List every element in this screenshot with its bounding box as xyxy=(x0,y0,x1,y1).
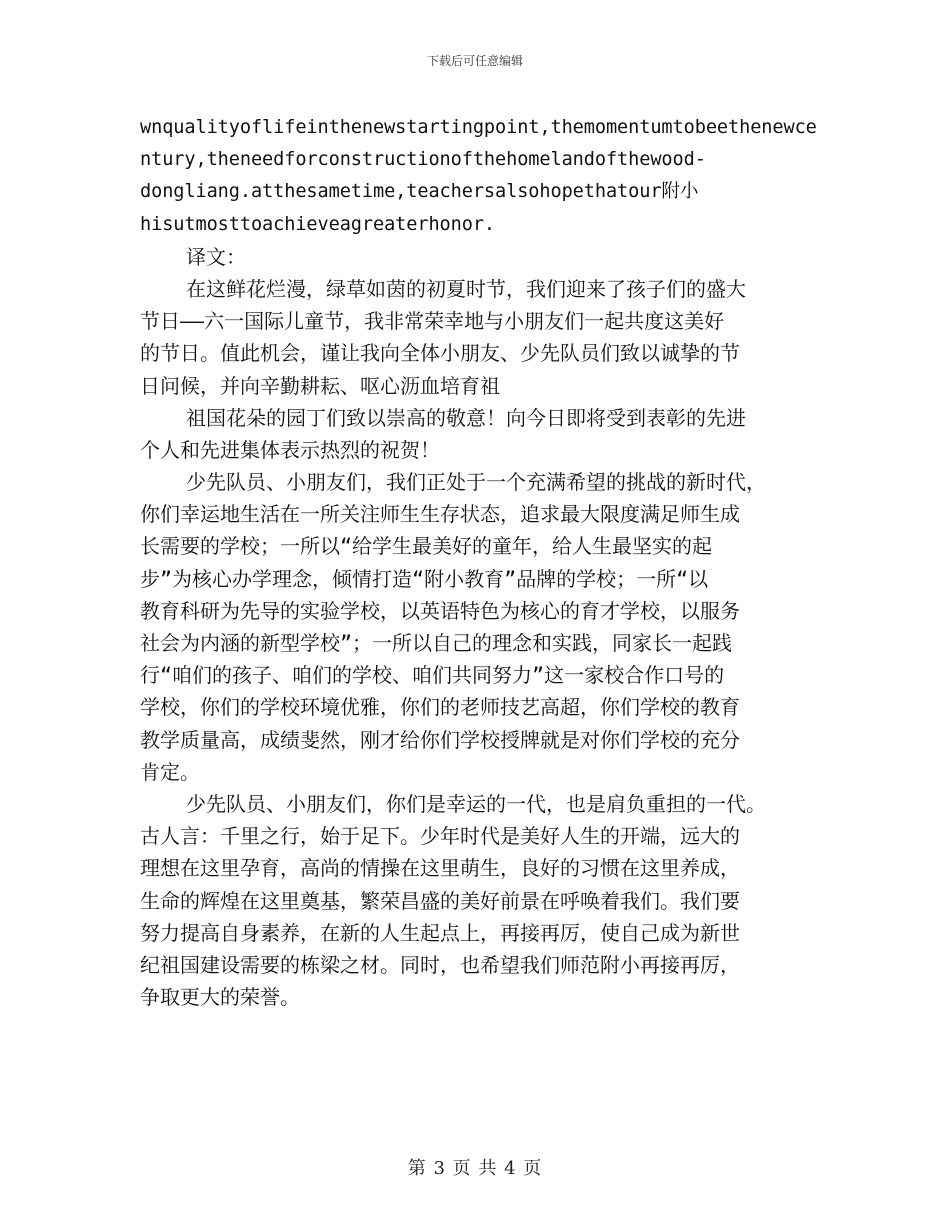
text-line: 译文： xyxy=(186,244,246,269)
text-line: 社会为内涵的新型学校”；一所以自己的理念和实践，同家长一起践 xyxy=(140,631,733,655)
text-line: 纪祖国建设需要的栋梁之材。同时，也希望我们师范附小再接再厉， xyxy=(140,952,740,977)
text-line: 祖国花朵的园丁们致以崇高的敬意！向今日即将受到表彰的先进 xyxy=(186,405,746,430)
text-line: ntury,theneedforconstructionofthehomelandofthewood- xyxy=(140,149,706,171)
page-header: 下载后可任意编辑 xyxy=(426,54,523,68)
text-line: dongliang.atthesametime,teachersalsohopethatour附小 xyxy=(140,181,699,203)
text-line: 少先队员、小朋友们，我们正处于一个充满希望的挑战的新时代， xyxy=(186,470,766,495)
text-line: 生命的辉煌在这里奠基，繁荣昌盛的美好前景在呼唤着我们。我们要 xyxy=(140,888,740,913)
text-line: 的节日。值此机会，谨让我向全体小朋友、少先队员们致以诚挚的节 xyxy=(140,341,740,366)
text-line: 少先队员、小朋友们，你们是幸运的一代，也是肩负重担的一代。 xyxy=(186,791,766,816)
text-line: 肯定。 xyxy=(140,759,200,784)
text-line: 长需要的学校；一所以“给学生最美好的童年，给人生最坚实的起 xyxy=(140,534,713,559)
text-line: 行“咱们的孩子、咱们的学校、咱们共同努力”这一家校合作口号的 xyxy=(140,663,725,688)
document-body xyxy=(140,112,817,1013)
text-line: hisutmosttoachieveagreaterhonor. xyxy=(140,213,496,235)
text-line: 教育科研为先导的实验学校，以英语特色为核心的育才学校，以服务 xyxy=(140,598,740,623)
text-line: 个人和先进集体表示热烈的祝贺！ xyxy=(140,437,440,462)
text-line: 古人言：千里之行，始于足下。少年时代是美好人生的开端，远大的 xyxy=(140,824,740,849)
text-line: 节日——六一国际儿童节，我非常荣幸地与小朋友们一起共度这美好 xyxy=(140,309,725,334)
text-line: 在这鲜花烂漫，绿草如茵的初夏时节，我们迎来了孩子们的盛大 xyxy=(186,276,746,301)
text-line: 你们幸运地生活在一所关注师生生存状态，追求最大限度满足师生成 xyxy=(140,502,740,527)
page-footer: 第 3 页 共 4 页 xyxy=(407,1158,543,1179)
text-line: wnqualityoflifeinthenewstartingpoint,themomentumtobeethenewce xyxy=(140,117,817,138)
text-line: 教学质量高，成绩斐然，刚才给你们学校授牌就是对你们学校的充分 xyxy=(140,727,740,752)
text-line: 步”为核心办学理念，倾情打造“附小教育”品牌的学校；一所“以 xyxy=(140,566,709,591)
text-line: 努力提高自身素养，在新的人生起点上，再接再厉，使自己成为新世 xyxy=(140,920,740,945)
text-line: 理想在这里孕育，高尚的情操在这里萌生，良好的习惯在这里养成， xyxy=(140,856,740,881)
text-line: 日问候，并向辛勤耕耘、呕心沥血培育祖 xyxy=(140,373,500,398)
text-line: 争取更大的荣誉。 xyxy=(140,985,300,1010)
text-line: 学校，你们的学校环境优雅，你们的老师技艺高超，你们学校的教育 xyxy=(140,695,740,720)
